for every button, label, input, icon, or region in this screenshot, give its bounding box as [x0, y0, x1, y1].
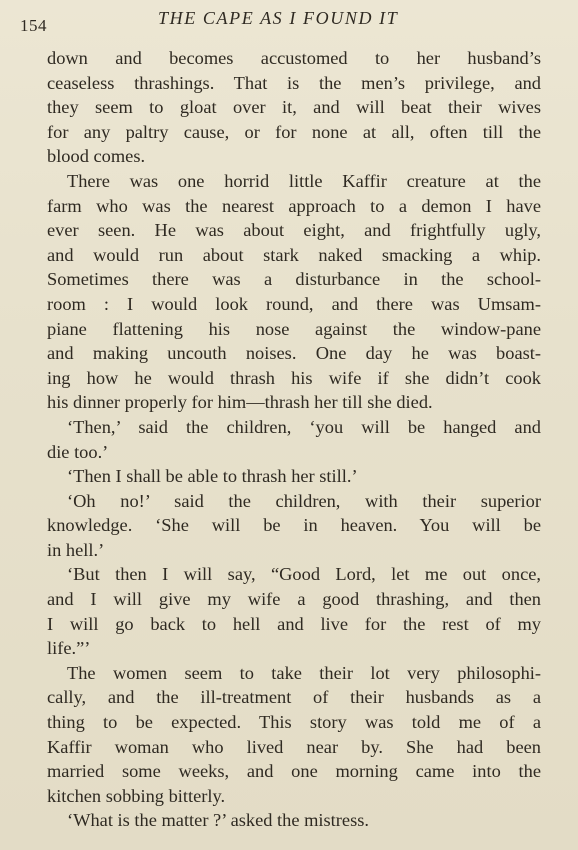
text-line: ‘Oh no!’ said the children, with their superior	[67, 490, 541, 511]
text-line: they seem to gloat over it, and will beat their wives	[47, 97, 541, 118]
paragraph	[47, 169, 541, 415]
text-line: ‘Then,’ said the children, ‘you will be hanged and	[67, 416, 541, 437]
paragraph	[47, 661, 541, 809]
paragraph	[47, 415, 541, 464]
text-line: ‘What is the matter ?’ asked the mistress.	[67, 810, 369, 831]
text-line: farm who was the nearest approach to a demon I have	[47, 195, 541, 216]
text-line: down and becomes accustomed to her husband’s	[47, 48, 541, 68]
body-text	[47, 46, 541, 833]
paragraph	[47, 562, 541, 660]
text-line: life.”’	[47, 638, 91, 659]
text-line: and would run about stark naked smacking a whip.	[47, 244, 541, 265]
text-line: The women seem to take their lot very philosophi-	[67, 662, 541, 683]
text-line: Kaffir woman who lived near by. She had been	[47, 736, 541, 757]
text-line: ing how he would thrash his wife if she didn’t cook	[47, 367, 541, 388]
text-line: for any paltry cause, or for none at all, often till the	[47, 121, 541, 142]
paragraph	[47, 808, 541, 833]
paragraph	[47, 464, 541, 489]
text-line: ‘Then I shall be able to thrash her still.’	[67, 466, 358, 487]
text-line: knowledge. ‘She will be in heaven. You will be	[47, 515, 541, 536]
text-line: I will go back to hell and live for the rest of my	[47, 613, 541, 634]
text-line: and I will give my wife a good thrashing, and then	[47, 589, 541, 610]
text-line: cally, and the ill-treatment of their husbands as a	[47, 687, 541, 708]
running-head	[20, 8, 560, 38]
text-line: ceaseless thrashings. That is the men’s privilege, and	[47, 72, 541, 93]
text-line: and making uncouth noises. One day he was boast-	[47, 343, 541, 364]
text-line: piane flattening his nose against the window-pane	[47, 318, 541, 339]
running-title: THE CAPE AS I FOUND IT	[158, 8, 399, 28]
page-number: 154	[20, 16, 47, 35]
paragraph	[47, 46, 541, 169]
paragraph	[47, 489, 541, 563]
text-line: Sometimes there was a disturbance in the school-	[47, 269, 541, 290]
text-line: his dinner properly for him—thrash her till she died.	[47, 392, 433, 413]
text-line: There was one horrid little Kaffir creature at the	[67, 170, 541, 191]
text-line: blood comes.	[47, 146, 146, 167]
text-line: ‘But then I will say, “Good Lord, let me out once,	[67, 564, 541, 585]
text-line: die too.’	[47, 441, 109, 462]
text-line: kitchen sobbing bitterly.	[47, 785, 226, 806]
text-line: in hell.’	[47, 539, 105, 560]
text-line: room : I would look round, and there was Umsam-	[47, 293, 541, 314]
text-line: ever seen. He was about eight, and frightfully ugly,	[47, 220, 541, 241]
text-line: thing to be expected. This story was told me of a	[47, 712, 541, 733]
text-line: married some weeks, and one morning came into the	[47, 761, 541, 782]
